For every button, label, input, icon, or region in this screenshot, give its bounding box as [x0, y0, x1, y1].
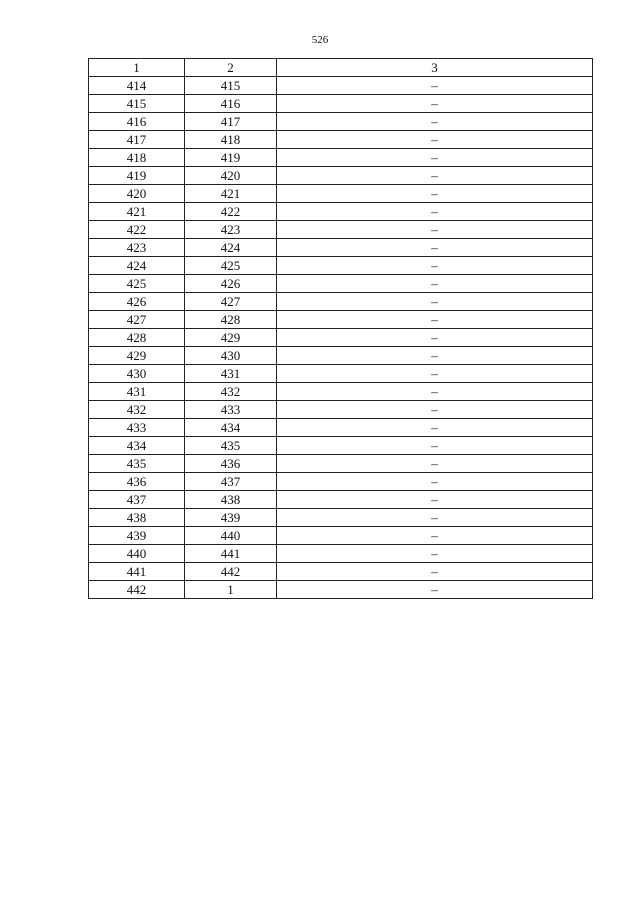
table-cell-col-1: 415	[89, 95, 185, 113]
table-cell-col-3: –	[277, 329, 593, 347]
table-cell-col-3: –	[277, 221, 593, 239]
table-row	[89, 203, 593, 221]
table-cell-col-1: 426	[89, 293, 185, 311]
table-cell-col-3: –	[277, 131, 593, 149]
table-cell-col-2: 432	[185, 383, 277, 401]
table-cell-col-3: –	[277, 401, 593, 419]
table-row	[89, 329, 593, 347]
table-cell-col-1: 420	[89, 185, 185, 203]
table-cell-col-3: –	[277, 293, 593, 311]
table-header	[89, 59, 593, 77]
table-cell-col-3: –	[277, 275, 593, 293]
table-row	[89, 167, 593, 185]
table-cell-col-1: 436	[89, 473, 185, 491]
table-cell-col-3: –	[277, 77, 593, 95]
table-row	[89, 95, 593, 113]
table-cell-col-2: 417	[185, 113, 277, 131]
table-cell-col-2: 416	[185, 95, 277, 113]
table-row	[89, 257, 593, 275]
table-cell-col-2: 442	[185, 563, 277, 581]
table-cell-col-2: 434	[185, 419, 277, 437]
table-row	[89, 545, 593, 563]
column-header-1: 1	[89, 59, 185, 77]
table-cell-col-1: 441	[89, 563, 185, 581]
table-body	[89, 77, 593, 599]
table-row	[89, 473, 593, 491]
table-cell-col-3: –	[277, 527, 593, 545]
table-row	[89, 419, 593, 437]
table-row	[89, 365, 593, 383]
table-cell-col-2: 431	[185, 365, 277, 383]
table-cell-col-1: 425	[89, 275, 185, 293]
data-table	[88, 58, 593, 599]
column-header-2: 2	[185, 59, 277, 77]
table-cell-col-3: –	[277, 509, 593, 527]
table-cell-col-1: 438	[89, 509, 185, 527]
table-cell-col-1: 424	[89, 257, 185, 275]
table-cell-col-1: 416	[89, 113, 185, 131]
table-cell-col-1: 417	[89, 131, 185, 149]
table-cell-col-2: 426	[185, 275, 277, 293]
table-cell-col-3: –	[277, 95, 593, 113]
table-cell-col-3: –	[277, 167, 593, 185]
table-row	[89, 221, 593, 239]
table-cell-col-3: –	[277, 347, 593, 365]
table-cell-col-2: 421	[185, 185, 277, 203]
table-cell-col-1: 442	[89, 581, 185, 599]
table-cell-col-3: –	[277, 563, 593, 581]
table-row	[89, 77, 593, 95]
table-cell-col-1: 418	[89, 149, 185, 167]
table-cell-col-2: 427	[185, 293, 277, 311]
table-cell-col-3: –	[277, 113, 593, 131]
table-cell-col-1: 437	[89, 491, 185, 509]
table-cell-col-1: 414	[89, 77, 185, 95]
table-cell-col-1: 432	[89, 401, 185, 419]
table-cell-col-3: –	[277, 311, 593, 329]
table-row	[89, 401, 593, 419]
table-cell-col-3: –	[277, 419, 593, 437]
table-cell-col-2: 440	[185, 527, 277, 545]
table-row	[89, 311, 593, 329]
table-cell-col-1: 435	[89, 455, 185, 473]
table-row	[89, 239, 593, 257]
table-cell-col-3: –	[277, 437, 593, 455]
table-cell-col-2: 424	[185, 239, 277, 257]
table-cell-col-1: 423	[89, 239, 185, 257]
header-row	[89, 59, 593, 77]
table-cell-col-2: 429	[185, 329, 277, 347]
table-cell-col-3: –	[277, 383, 593, 401]
table-cell-col-3: –	[277, 491, 593, 509]
table-cell-col-2: 423	[185, 221, 277, 239]
table-row	[89, 131, 593, 149]
table-cell-col-2: 428	[185, 311, 277, 329]
table-row	[89, 347, 593, 365]
page-number: 526	[311, 34, 329, 46]
table-cell-col-1: 431	[89, 383, 185, 401]
table-cell-col-2: 422	[185, 203, 277, 221]
table-cell-col-1: 428	[89, 329, 185, 347]
table-cell-col-2: 436	[185, 455, 277, 473]
table-row	[89, 437, 593, 455]
table-cell-col-1: 427	[89, 311, 185, 329]
table-row	[89, 563, 593, 581]
table-row	[89, 509, 593, 527]
table-cell-col-2: 441	[185, 545, 277, 563]
table-cell-col-3: –	[277, 473, 593, 491]
table-cell-col-2: 415	[185, 77, 277, 95]
table-cell-col-1: 421	[89, 203, 185, 221]
table-cell-col-2: 418	[185, 131, 277, 149]
table-cell-col-1: 422	[89, 221, 185, 239]
table-cell-col-3: –	[277, 203, 593, 221]
table-row	[89, 491, 593, 509]
table-cell-col-1: 439	[89, 527, 185, 545]
table-cell-col-3: –	[277, 257, 593, 275]
table-row	[89, 527, 593, 545]
column-header-3: 3	[277, 59, 593, 77]
table-cell-col-3: –	[277, 365, 593, 383]
table-row	[89, 581, 593, 599]
table-cell-col-1: 430	[89, 365, 185, 383]
table-row	[89, 185, 593, 203]
table-cell-col-2: 430	[185, 347, 277, 365]
table-row	[89, 455, 593, 473]
table-row	[89, 149, 593, 167]
table-cell-col-3: –	[277, 581, 593, 599]
table-cell-col-1: 429	[89, 347, 185, 365]
table-cell-col-1: 433	[89, 419, 185, 437]
table-row	[89, 293, 593, 311]
table-cell-col-3: –	[277, 149, 593, 167]
table-cell-col-1: 434	[89, 437, 185, 455]
table-cell-col-2: 433	[185, 401, 277, 419]
table-row	[89, 275, 593, 293]
table-cell-col-2: 419	[185, 149, 277, 167]
table-cell-col-3: –	[277, 455, 593, 473]
table-cell-col-2: 437	[185, 473, 277, 491]
table-cell-col-1: 419	[89, 167, 185, 185]
table-cell-col-3: –	[277, 239, 593, 257]
table-cell-col-2: 425	[185, 257, 277, 275]
table-row	[89, 113, 593, 131]
table-cell-col-2: 1	[185, 581, 277, 599]
table-row	[89, 383, 593, 401]
table-cell-col-2: 420	[185, 167, 277, 185]
table-cell-col-3: –	[277, 545, 593, 563]
table-cell-col-3: –	[277, 185, 593, 203]
table-cell-col-1: 440	[89, 545, 185, 563]
table-cell-col-2: 438	[185, 491, 277, 509]
table-cell-col-2: 435	[185, 437, 277, 455]
table-cell-col-2: 439	[185, 509, 277, 527]
